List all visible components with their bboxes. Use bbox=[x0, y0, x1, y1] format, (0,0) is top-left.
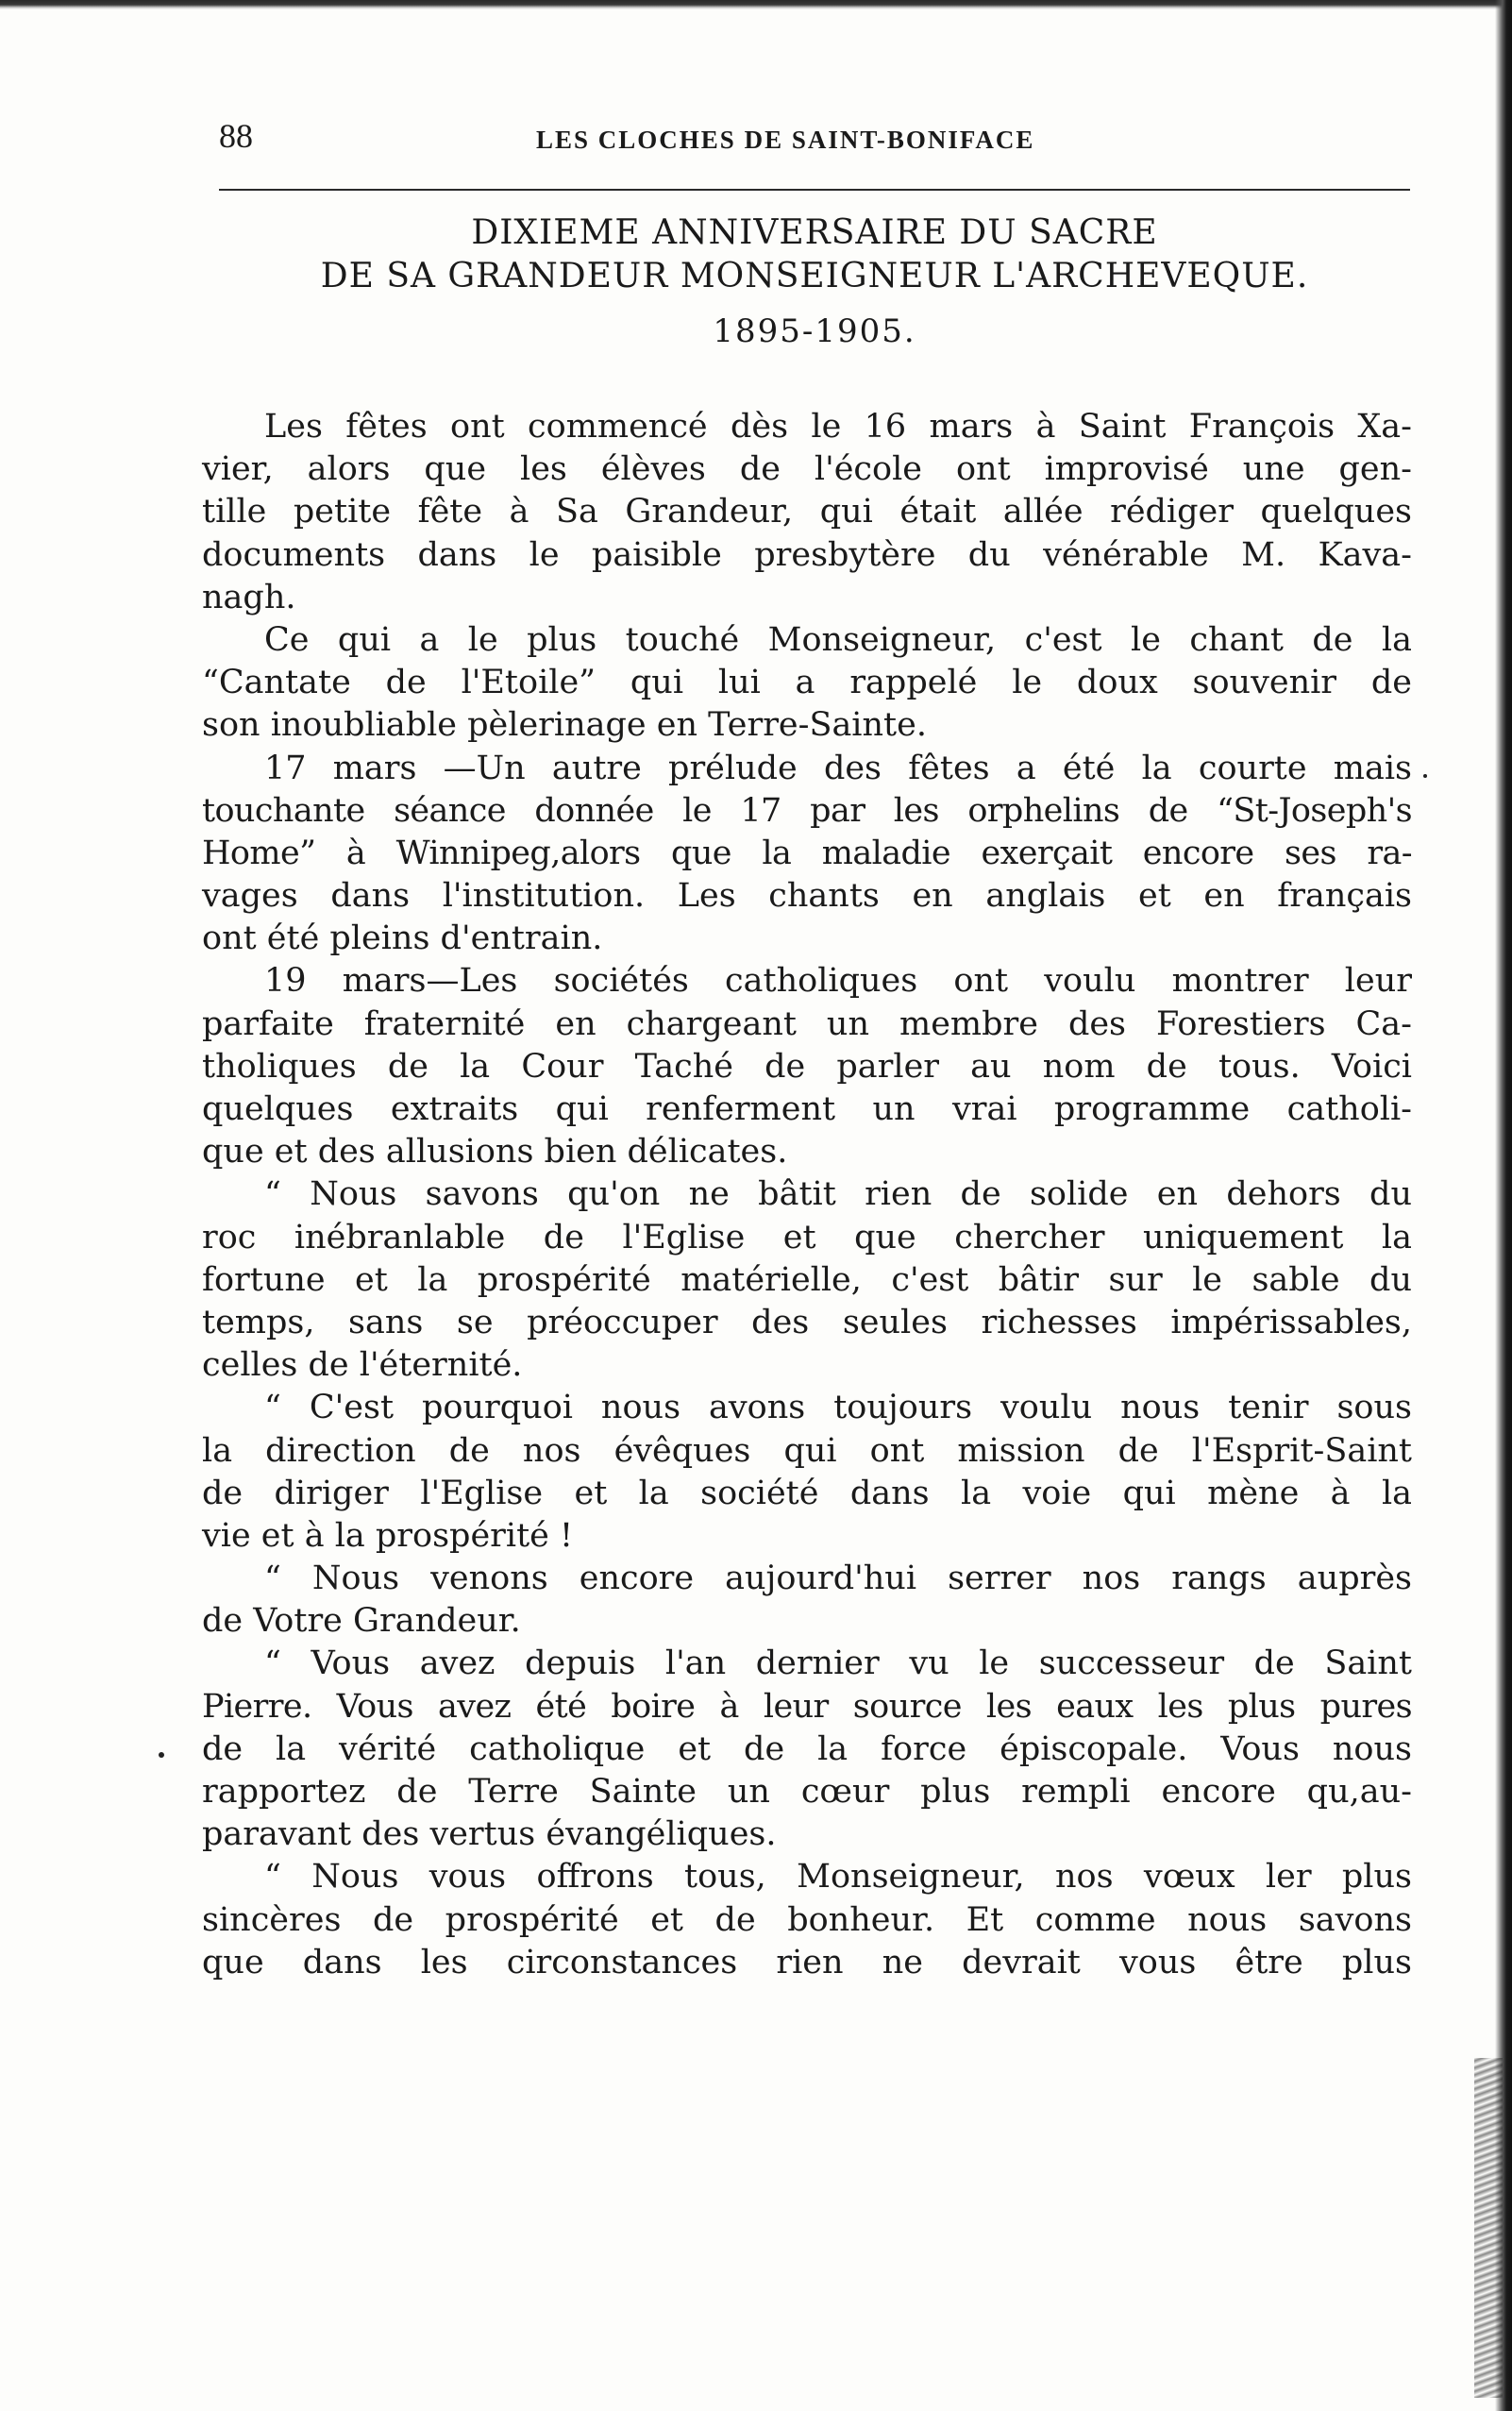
text-line: de la vérité catholique et de la force épiscopale. Vous nous bbox=[202, 1729, 1412, 1768]
text-line: “ Nous savons qu'on ne bâtit rien de solide en dehors du bbox=[264, 1175, 1412, 1214]
text-line: vie et à la prospérité ! bbox=[202, 1516, 574, 1555]
text-line: Home” à Winnipeg,alors que la maladie exerçait encore ses ra- bbox=[202, 834, 1412, 872]
running-title: LES CLOCHES DE SAINT-BONIFACE bbox=[536, 126, 1035, 154]
text-line: temps, sans se préoccuper des seules richesses impérissables, bbox=[202, 1303, 1412, 1341]
text-line: rapportez de Terre Sainte un cœur plus rempli encore qu,au- bbox=[202, 1773, 1412, 1811]
text-line: 19 mars—Les sociétés catholiques ont voulu montrer leur bbox=[264, 962, 1412, 1001]
text-line: la direction de nos évêques qui ont mission de l'Esprit-Saint bbox=[202, 1431, 1412, 1470]
text-line: tholiques de la Cour Taché de parler au nom de tous. Voici bbox=[202, 1047, 1412, 1086]
text-line: Ce qui a le plus touché Monseigneur, c'est le chant de la bbox=[264, 620, 1412, 659]
article-heading bbox=[219, 211, 1410, 353]
text-line: “ C'est pourquoi nous avons toujours voulu nous tenir sous bbox=[264, 1389, 1412, 1427]
text-line: de Votre Grandeur. bbox=[202, 1602, 521, 1641]
text-line: “ Nous venons encore aujourd'hui serrer nos rangs auprès bbox=[264, 1560, 1412, 1598]
text-line: “ Nous vous offrons tous, Monseigneur, nos vœux ler plus bbox=[264, 1858, 1412, 1897]
text-line: que dans les circonstances rien ne devrait vous être plus bbox=[202, 1943, 1412, 1981]
scan-right-edge-fray bbox=[1474, 2058, 1503, 2398]
body-text bbox=[202, 406, 1412, 1984]
running-head bbox=[219, 115, 1410, 172]
text-line: Pierre. Vous avez été boire à leur source les eaux les plus pures bbox=[202, 1687, 1412, 1726]
text-line: vages dans l'institution. Les chants en anglais et en français bbox=[202, 877, 1412, 916]
text-line: fortune et la prospérité matérielle, c'est bâtir sur le sable du bbox=[202, 1260, 1412, 1299]
scan-right-edge bbox=[1495, 0, 1512, 2411]
text-line: 17 mars —Un autre prélude des fêtes a été la courte mais bbox=[264, 749, 1412, 787]
page-number: 88 bbox=[219, 117, 253, 155]
text-line: que et des allusions bien délicates. bbox=[202, 1133, 788, 1172]
print-speck bbox=[1423, 774, 1427, 778]
heading-dates: 1895-1905. bbox=[713, 312, 916, 350]
text-line: de diriger l'Eglise et la société dans la voie qui mène à la bbox=[202, 1474, 1412, 1512]
text-line: paravant des vertus évangéliques. bbox=[202, 1815, 777, 1854]
text-line: “Cantate de l'Etoile” qui lui a rappelé le doux souvenir de bbox=[202, 664, 1412, 702]
text-line: nagh. bbox=[202, 578, 296, 616]
text-line: “ Vous avez depuis l'an dernier vu le successeur de Saint bbox=[264, 1644, 1412, 1683]
scan-top-edge bbox=[0, 0, 1512, 9]
heading-line-2: DE SA GRANDEUR MONSEIGNEUR L'ARCHEVEQUE. bbox=[320, 257, 1309, 295]
text-line: sincères de prospérité et de bonheur. Et comme nous savons bbox=[202, 1900, 1412, 1939]
print-speck bbox=[159, 1752, 164, 1758]
text-line: celles de l'éternité. bbox=[202, 1346, 523, 1385]
text-line: documents dans le paisible presbytère du vénérable M. Kava- bbox=[202, 535, 1412, 574]
header-rule bbox=[219, 189, 1410, 191]
text-line: roc inébranlable de l'Eglise et que chercher uniquement la bbox=[202, 1218, 1412, 1256]
text-line: Les fêtes ont commencé dès le 16 mars à Saint François Xa- bbox=[264, 408, 1412, 446]
heading-line-1: DIXIEME ANNIVERSAIRE DU SACRE bbox=[471, 213, 1158, 252]
text-line: ont été pleins d'entrain. bbox=[202, 919, 603, 958]
text-line: parfaite fraternité en chargeant un membre des Forestiers Ca- bbox=[202, 1004, 1412, 1043]
text-line: tille petite fête à Sa Grandeur, qui était allée rédiger quelques bbox=[202, 493, 1412, 531]
text-line: son inoubliable pèlerinage en Terre-Sainte. bbox=[202, 706, 927, 745]
text-line: quelques extraits qui renferment un vrai programme catholi- bbox=[202, 1090, 1412, 1128]
text-line: touchante séance donnée le 17 par les orphelins de “St-Joseph's bbox=[202, 791, 1412, 830]
text-line: vier, alors que les élèves de l'école ont improvisé une gen- bbox=[202, 450, 1412, 489]
